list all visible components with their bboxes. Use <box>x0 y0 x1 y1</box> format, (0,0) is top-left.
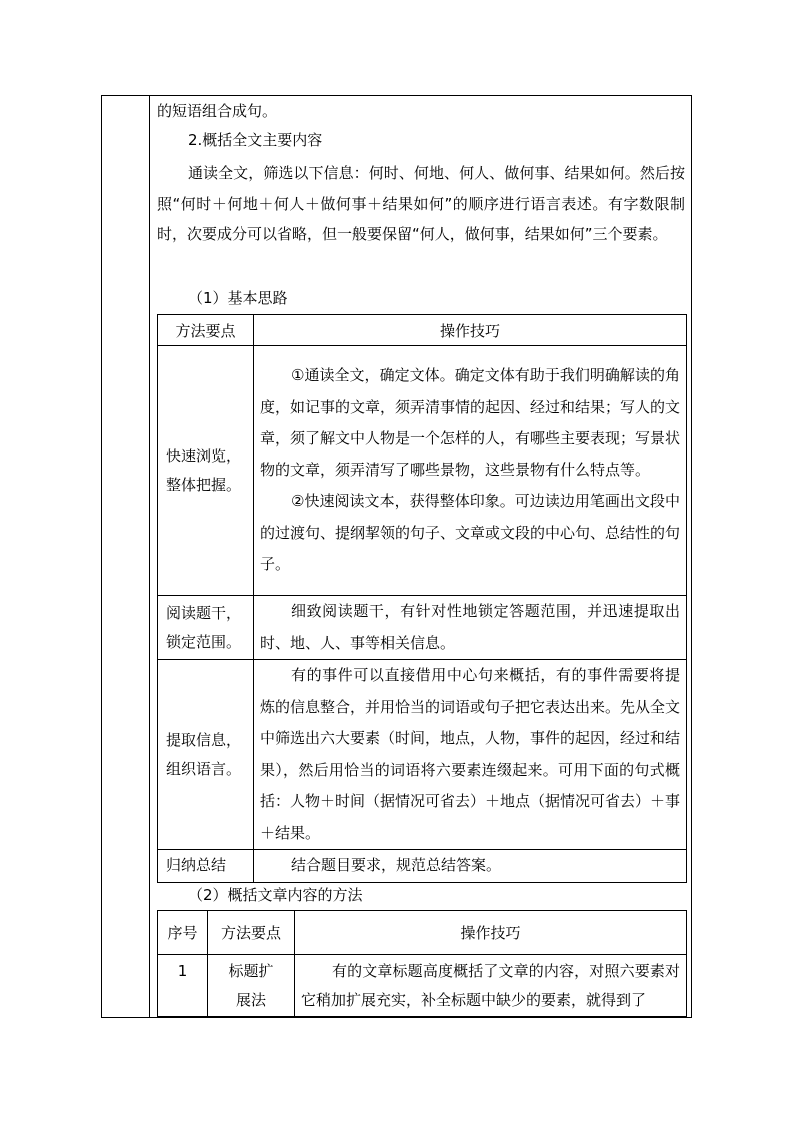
subheading-basic-approach: （1）基本思路 <box>188 289 288 307</box>
technique-cell <box>295 955 687 1017</box>
header-method: 方法要点 <box>158 315 254 346</box>
method-cell: 快速浏览，整体把握。 <box>158 346 254 596</box>
technique-paragraph: 细致阅读题干，有针对性地锁定答题范围，并迅速提取出时、地、人、事等相关信息。 <box>260 602 680 652</box>
section-paragraph: 通读全文，筛选以下信息：何时、何地、何人、做何事、结果如何。然后按照“何时＋何地＋何人＋做何事＋结果如何”的顺序进行语言表述。有字数限制时，次要成分可以省略，但一般要保留“何人，做何事，结果如何”三个要素。 <box>157 164 685 243</box>
section-heading: 2.概括全文主要内容 <box>188 131 323 149</box>
header-method: 方法要点 <box>208 911 295 955</box>
method-cell: 归纳总结 <box>158 850 254 883</box>
technique-cell <box>254 346 687 596</box>
methods-table <box>157 910 687 1017</box>
approach-table <box>157 314 687 883</box>
table-header-row <box>158 911 687 955</box>
technique-cell <box>254 596 687 660</box>
subheading-summary-methods: （2）概括文章内容的方法 <box>188 886 363 904</box>
continued-line: 的短语组合成句。 <box>157 102 278 120</box>
method-cell: 提取信息，组织语言。 <box>158 660 254 850</box>
technique-paragraph: 有的文章标题高度概括了文章的内容，对照六要素对它稍加扩展充实，补全标题中缺少的要素，就得到了 <box>301 962 680 1009</box>
technique-paragraph: ②快速阅读文本，获得整体印象。可边读边用笔画出文段中的过渡句、提纲挈领的句子、文章或文段的中心句、总结性的句子。 <box>260 492 681 574</box>
table-row <box>158 660 687 850</box>
method-cell: 标题扩展法 <box>208 955 295 1017</box>
technique-paragraph: ①通读全文，确定文体。确定文体有助于我们明确解读的角度，如记事的文章，须弄清事情的起因、经过和结果；写人的文章，须了解文中人物是一个怎样的人，有哪些主要表现；写景状物的文章，须弄清写了哪些景物，这些景物有什么特点等。 <box>260 366 681 479</box>
header-technique: 操作技巧 <box>254 315 687 346</box>
technique-paragraph: 结合题目要求，规范总结答案。 <box>291 856 502 874</box>
header-number: 序号 <box>158 911 208 955</box>
table-row <box>158 346 687 596</box>
row-number: 1 <box>158 955 208 1017</box>
technique-cell <box>254 660 687 850</box>
table-row <box>158 596 687 660</box>
technique-paragraph: 有的事件可以直接借用中心句来概括，有的事件需要将提炼的信息整合，并用恰当的词语或句子把它表达出来。先从全文中筛选出六大要素（时间，地点，人物，事件的起因，经过和结果），然后用恰当的词语将六要素连缀起来。可用下面的句式概括：人物＋时间（据情况可省去）＋地点（据情况可省去）＋事＋结果。 <box>260 666 681 842</box>
table-header-row <box>158 315 687 346</box>
technique-cell <box>254 850 687 883</box>
left-column-divider <box>149 95 150 1018</box>
header-technique: 操作技巧 <box>295 911 687 955</box>
table-row <box>158 850 687 883</box>
method-cell: 阅读题干，锁定范围。 <box>158 596 254 660</box>
table-row <box>158 955 687 1017</box>
